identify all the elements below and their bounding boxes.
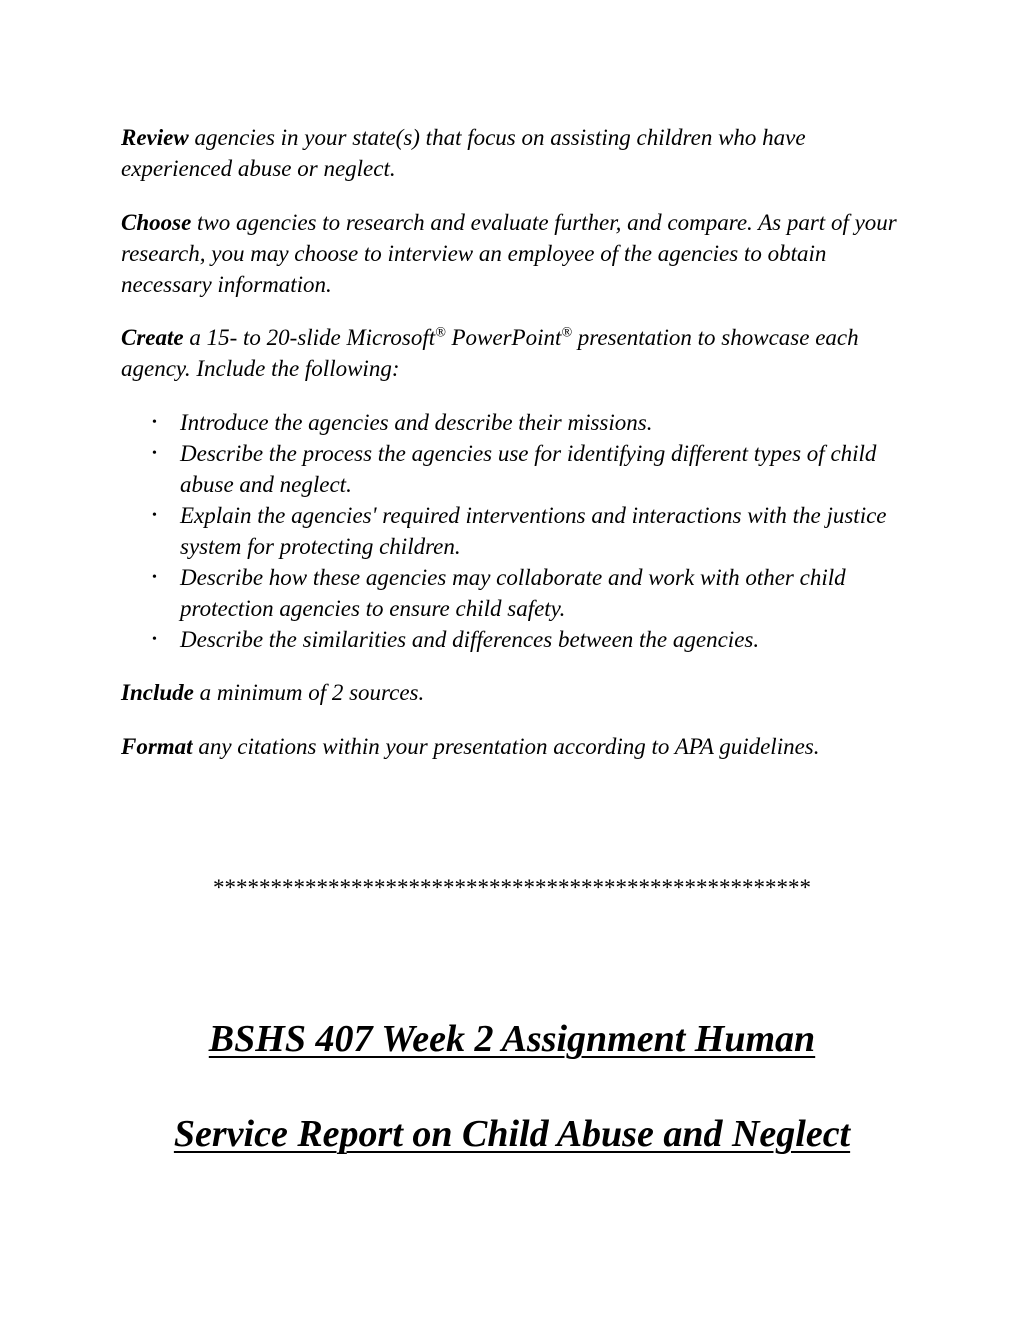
paragraph-include-text: a minimum of 2 sources. <box>193 680 425 705</box>
list-item <box>121 624 911 655</box>
bullet-icon: • <box>152 446 157 461</box>
paragraph-format-text: any citations within your presentation according to APA guidelines. <box>192 734 820 759</box>
paragraph-format <box>121 731 911 762</box>
list-item <box>121 500 911 562</box>
list-item-text: Introduce the agencies and describe their missions. <box>180 410 653 435</box>
paragraph-create <box>121 322 911 384</box>
paragraph-choose <box>121 207 911 300</box>
list-item <box>121 407 911 438</box>
paragraph-include-lead: Include <box>121 680 194 705</box>
paragraph-create-text-2: PowerPoint <box>445 325 562 350</box>
list-item <box>121 562 911 624</box>
bullet-icon: • <box>152 508 157 523</box>
registered-mark-1: ® <box>435 325 446 341</box>
paragraph-create-lead: Create <box>121 325 184 350</box>
list-item-text: Describe how these agencies may collaborate and work with other child protection agencies to ensure child safety. <box>180 565 846 621</box>
paragraph-include <box>121 677 911 708</box>
paragraph-choose-lead: Choose <box>121 210 192 235</box>
bullet-icon: • <box>152 415 157 430</box>
paragraph-choose-text: two agencies to research and evaluate further, and compare. As part of your research, you may choose to interview an employee of the agencies to obtain necessary information. <box>121 210 897 297</box>
list-item-text: Describe the similarities and differences between the agencies. <box>180 627 760 652</box>
title-line-2: Service Report on Child Abuse and Neglect <box>173 1113 851 1155</box>
paragraph-format-lead: Format <box>121 734 193 759</box>
requirements-list <box>121 407 911 655</box>
paragraph-review <box>121 122 911 184</box>
paragraph-review-text: agencies in your state(s) that focus on assisting children who have experienced abuse or neglect. <box>121 125 806 181</box>
list-item-text: Describe the process the agencies use for identifying different types of child abuse and neglect. <box>180 441 877 497</box>
paragraph-review-lead: Review <box>121 125 189 150</box>
paragraph-create-text-3: presentation to showcase each agency. Include the following: <box>121 325 859 381</box>
registered-mark-2: ® <box>561 325 573 341</box>
bullet-icon: • <box>152 632 157 647</box>
bullet-icon: • <box>152 570 157 585</box>
asterisk-divider: **************************************************** <box>213 875 811 900</box>
list-item <box>121 438 911 500</box>
list-item-text: Explain the agencies' required interventions and interactions with the justice system for protecting children. <box>180 503 887 559</box>
paragraph-create-text-1: a 15- to 20-slide Microsoft <box>183 325 436 350</box>
title-line-1: BSHS 407 Week 2 Assignment Human <box>208 1018 816 1060</box>
